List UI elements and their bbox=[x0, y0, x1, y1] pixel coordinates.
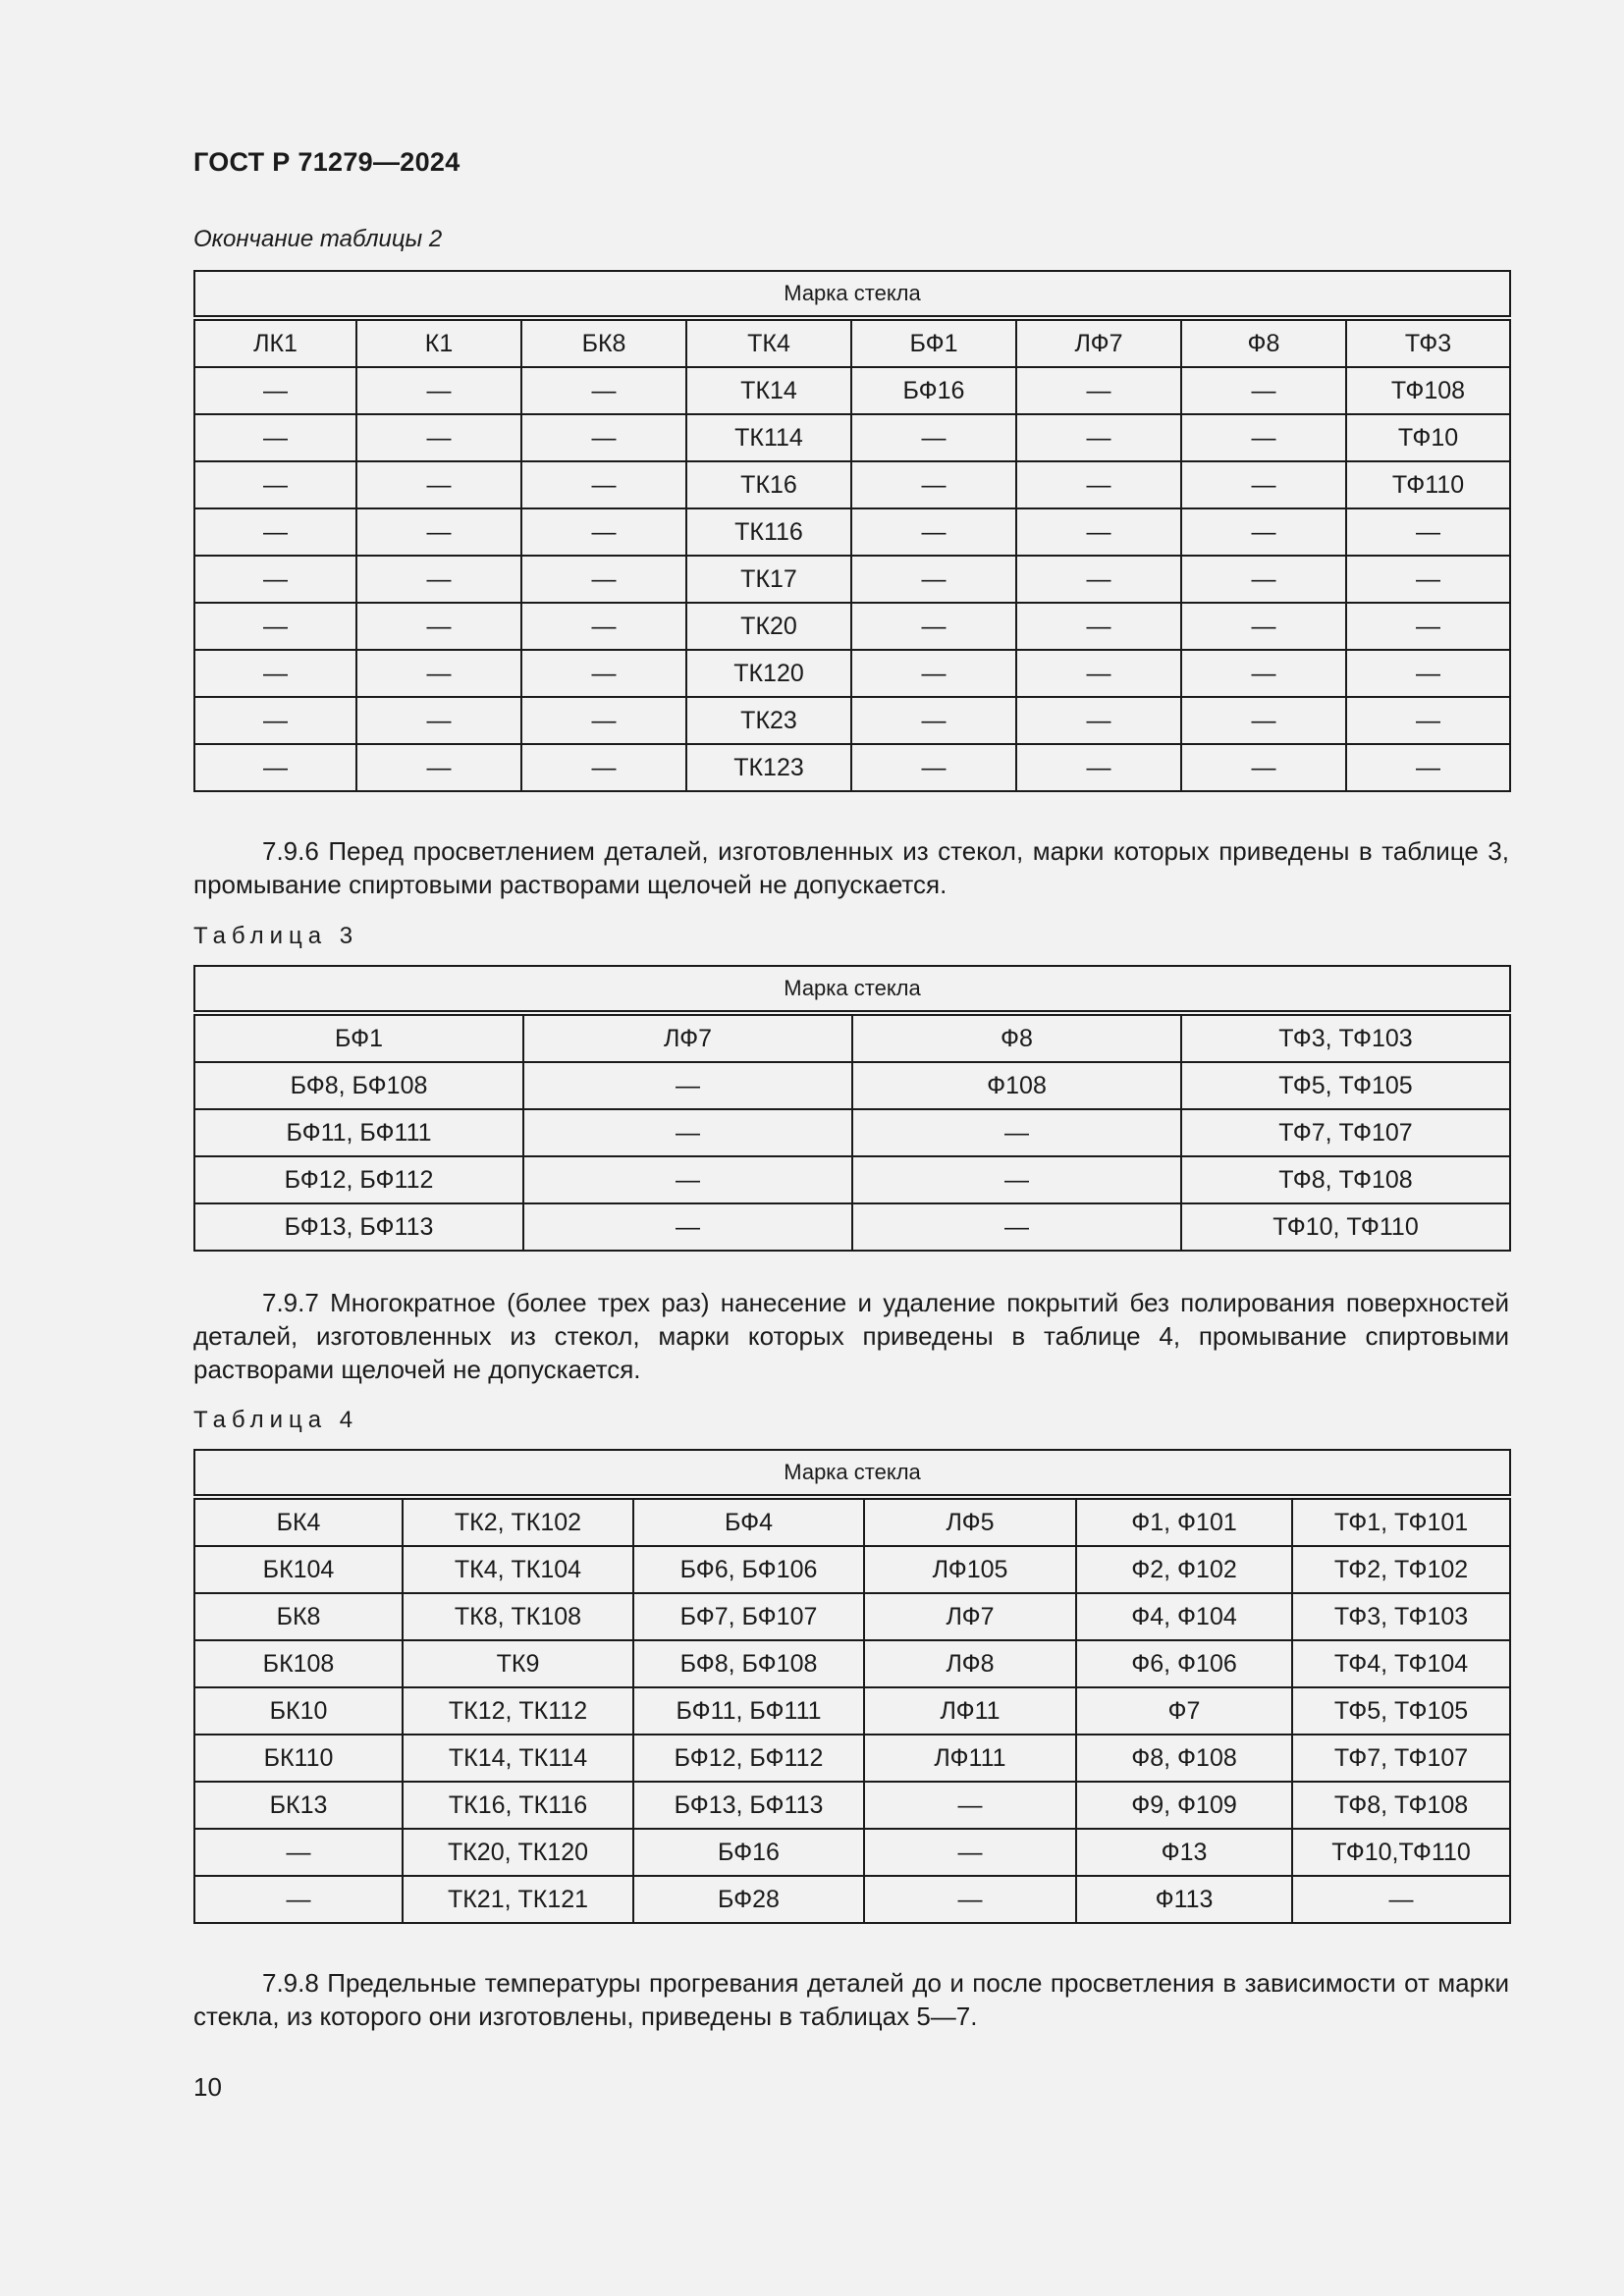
table-cell: — bbox=[1181, 603, 1346, 650]
table-cell: ТФ2, ТФ102 bbox=[1292, 1546, 1510, 1593]
table-cell: — bbox=[1016, 367, 1181, 414]
table-cell: ТФ4, ТФ104 bbox=[1292, 1640, 1510, 1687]
table-cell: — bbox=[1346, 697, 1510, 744]
table-cell: ТК16 bbox=[686, 461, 851, 508]
table-row bbox=[194, 1109, 1510, 1156]
column-header-cell: БФ4 bbox=[633, 1497, 864, 1546]
table-cell: — bbox=[1016, 650, 1181, 697]
column-header-cell: ТФ1, ТФ101 bbox=[1292, 1497, 1510, 1546]
table-cell: — bbox=[521, 556, 686, 603]
table-cell: — bbox=[194, 603, 356, 650]
column-header-row bbox=[194, 1497, 1510, 1546]
table-cell: ТФ8, ТФ108 bbox=[1181, 1156, 1510, 1203]
table-cell: Ф113 bbox=[1076, 1876, 1292, 1923]
table-cell: ТК20, ТК120 bbox=[403, 1829, 633, 1876]
column-header-row bbox=[194, 318, 1510, 367]
table-cell: — bbox=[1292, 1876, 1510, 1923]
table-row bbox=[194, 603, 1510, 650]
table-cell: ТК4, ТК104 bbox=[403, 1546, 633, 1593]
table-cell: ТК120 bbox=[686, 650, 851, 697]
group-header-row bbox=[194, 271, 1510, 318]
table-row bbox=[194, 1782, 1510, 1829]
column-header-cell: ЛФ7 bbox=[1016, 318, 1181, 367]
table-cell: ТФ10 bbox=[1346, 414, 1510, 461]
table-cell: — bbox=[851, 508, 1016, 556]
table-cell: — bbox=[521, 697, 686, 744]
table-cell: — bbox=[521, 461, 686, 508]
table-cell: — bbox=[1181, 650, 1346, 697]
table-cell: — bbox=[521, 508, 686, 556]
table-cell: ТФ5, ТФ105 bbox=[1292, 1687, 1510, 1735]
table-cell: — bbox=[864, 1876, 1076, 1923]
table-cell: — bbox=[356, 367, 521, 414]
table-cell: ТФ7, ТФ107 bbox=[1292, 1735, 1510, 1782]
table-cell: ТК20 bbox=[686, 603, 851, 650]
table-2 bbox=[193, 270, 1511, 792]
table-row bbox=[194, 1593, 1510, 1640]
table-cell: БФ12, БФ112 bbox=[194, 1156, 523, 1203]
group-header-cell: Марка стекла bbox=[194, 966, 1510, 1013]
table-cell: БФ16 bbox=[851, 367, 1016, 414]
table-cell: — bbox=[1346, 603, 1510, 650]
table-cell: ТК14, ТК114 bbox=[403, 1735, 633, 1782]
table-cell: ТК114 bbox=[686, 414, 851, 461]
table-cell: — bbox=[521, 367, 686, 414]
table-cell: — bbox=[194, 556, 356, 603]
table-row bbox=[194, 697, 1510, 744]
column-header-row bbox=[194, 1013, 1510, 1062]
table-cell: — bbox=[523, 1062, 852, 1109]
table-row bbox=[194, 1062, 1510, 1109]
table-cell: Ф6, Ф106 bbox=[1076, 1640, 1292, 1687]
table-cell: — bbox=[521, 414, 686, 461]
table-cell: Ф9, Ф109 bbox=[1076, 1782, 1292, 1829]
table-cell: ТК9 bbox=[403, 1640, 633, 1687]
table-cell: ТК123 bbox=[686, 744, 851, 791]
table-cell: — bbox=[356, 650, 521, 697]
table-cell: БФ6, БФ106 bbox=[633, 1546, 864, 1593]
table-row bbox=[194, 744, 1510, 791]
table-cell: БК10 bbox=[194, 1687, 403, 1735]
page-header: ГОСТ Р 71279—2024 bbox=[193, 147, 460, 177]
table-cell: — bbox=[194, 508, 356, 556]
table-cell: ТФ110 bbox=[1346, 461, 1510, 508]
table-cell: — bbox=[1016, 508, 1181, 556]
paragraph-7-9-7: 7.9.7 Многократное (более трех раз) нанесение и удаление покрытий без полирования поверхностей деталей, изготовленных из стекол, марки которых приведены в таблице 4, промывание спиртовыми растворами щелочей не допускается. bbox=[193, 1288, 1509, 1384]
table-cell: ЛФ8 bbox=[864, 1640, 1076, 1687]
column-header-cell: ЛФ7 bbox=[523, 1013, 852, 1062]
group-header-cell: Марка стекла bbox=[194, 1450, 1510, 1497]
table-row bbox=[194, 650, 1510, 697]
table-cell: — bbox=[194, 1876, 403, 1923]
table-cell: — bbox=[194, 697, 356, 744]
table-cell: — bbox=[1016, 556, 1181, 603]
table-cell: — bbox=[523, 1203, 852, 1251]
table-cell: ТФ108 bbox=[1346, 367, 1510, 414]
column-header-cell: ТФ3 bbox=[1346, 318, 1510, 367]
group-header-row bbox=[194, 966, 1510, 1013]
table-cell: ТК8, ТК108 bbox=[403, 1593, 633, 1640]
table-cell: ЛФ7 bbox=[864, 1593, 1076, 1640]
table-cell: БК110 bbox=[194, 1735, 403, 1782]
table-cell: — bbox=[194, 1829, 403, 1876]
table-row bbox=[194, 508, 1510, 556]
table-cell: Ф13 bbox=[1076, 1829, 1292, 1876]
table-row bbox=[194, 1876, 1510, 1923]
table-row bbox=[194, 367, 1510, 414]
table-row bbox=[194, 461, 1510, 508]
table-cell: — bbox=[356, 414, 521, 461]
table-cell: Ф7 bbox=[1076, 1687, 1292, 1735]
table-row bbox=[194, 1156, 1510, 1203]
table-cell: БК8 bbox=[194, 1593, 403, 1640]
table-4 bbox=[193, 1449, 1511, 1924]
table-cell: БК13 bbox=[194, 1782, 403, 1829]
table-cell: ТК16, ТК116 bbox=[403, 1782, 633, 1829]
table-cell: Ф2, Ф102 bbox=[1076, 1546, 1292, 1593]
table-cell: — bbox=[1016, 603, 1181, 650]
column-header-cell: БК4 bbox=[194, 1497, 403, 1546]
table-cell: Ф8, Ф108 bbox=[1076, 1735, 1292, 1782]
table-row bbox=[194, 414, 1510, 461]
column-header-cell: ЛК1 bbox=[194, 318, 356, 367]
table-cell: — bbox=[356, 556, 521, 603]
table-cell: — bbox=[356, 461, 521, 508]
table-cell: — bbox=[521, 603, 686, 650]
table-cell: — bbox=[1181, 744, 1346, 791]
table-cell: — bbox=[194, 744, 356, 791]
table4-caption: Таблица 4 bbox=[193, 1407, 359, 1433]
column-header-cell: БФ1 bbox=[194, 1013, 523, 1062]
table-cell: ТФ7, ТФ107 bbox=[1181, 1109, 1510, 1156]
table-row bbox=[194, 1687, 1510, 1735]
column-header-cell: К1 bbox=[356, 318, 521, 367]
column-header-cell: Ф1, Ф101 bbox=[1076, 1497, 1292, 1546]
column-header-cell: ЛФ5 bbox=[864, 1497, 1076, 1546]
table-cell: БФ13, БФ113 bbox=[194, 1203, 523, 1251]
table2-caption: Окончание таблицы 2 bbox=[193, 226, 443, 252]
table-cell: — bbox=[852, 1203, 1181, 1251]
table-cell: БФ8, БФ108 bbox=[633, 1640, 864, 1687]
table-cell: — bbox=[851, 414, 1016, 461]
table-row bbox=[194, 1546, 1510, 1593]
table-cell: ТФ8, ТФ108 bbox=[1292, 1782, 1510, 1829]
table-row bbox=[194, 1829, 1510, 1876]
group-header-row bbox=[194, 1450, 1510, 1497]
table-cell: — bbox=[851, 461, 1016, 508]
table-3 bbox=[193, 965, 1511, 1252]
group-header-cell: Марка стекла bbox=[194, 271, 1510, 318]
table-cell: — bbox=[1181, 367, 1346, 414]
table-cell: — bbox=[1016, 461, 1181, 508]
table-cell: Ф4, Ф104 bbox=[1076, 1593, 1292, 1640]
table-cell: — bbox=[1016, 697, 1181, 744]
table-cell: — bbox=[1181, 556, 1346, 603]
paragraph-7-9-8: 7.9.8 Предельные температуры прогревания деталей до и после просветления в зависимости от марки стекла, из которого они изготовлены, приведены в таблицах 5—7. bbox=[193, 1968, 1509, 2031]
table-row bbox=[194, 1735, 1510, 1782]
table-cell: БФ7, БФ107 bbox=[633, 1593, 864, 1640]
table-cell: — bbox=[194, 367, 356, 414]
table-cell: БФ11, БФ111 bbox=[194, 1109, 523, 1156]
table-cell: — bbox=[356, 508, 521, 556]
table-cell: ТК21, ТК121 bbox=[403, 1876, 633, 1923]
table-cell: — bbox=[852, 1156, 1181, 1203]
table-cell: ТК23 bbox=[686, 697, 851, 744]
column-header-cell: ТК4 bbox=[686, 318, 851, 367]
table-cell: БФ28 bbox=[633, 1876, 864, 1923]
table-cell: ТФ5, ТФ105 bbox=[1181, 1062, 1510, 1109]
table-row bbox=[194, 1640, 1510, 1687]
table-cell: ТК14 bbox=[686, 367, 851, 414]
table-cell: — bbox=[1181, 414, 1346, 461]
table-cell: — bbox=[864, 1829, 1076, 1876]
table-cell: ТК12, ТК112 bbox=[403, 1687, 633, 1735]
table-cell: ТК116 bbox=[686, 508, 851, 556]
table-cell: ТК17 bbox=[686, 556, 851, 603]
table-cell: — bbox=[1346, 744, 1510, 791]
table-row bbox=[194, 556, 1510, 603]
table-cell: — bbox=[521, 650, 686, 697]
table-cell: ЛФ11 bbox=[864, 1687, 1076, 1735]
table-cell: — bbox=[194, 414, 356, 461]
table-cell: — bbox=[1181, 697, 1346, 744]
table-cell: ТФ10, ТФ110 bbox=[1181, 1203, 1510, 1251]
table-cell: БФ8, БФ108 bbox=[194, 1062, 523, 1109]
column-header-cell: Ф8 bbox=[852, 1013, 1181, 1062]
table-cell: — bbox=[1016, 414, 1181, 461]
table-cell: ЛФ105 bbox=[864, 1546, 1076, 1593]
table-row bbox=[194, 1203, 1510, 1251]
table3-caption: Таблица 3 bbox=[193, 923, 359, 949]
table-cell: — bbox=[356, 697, 521, 744]
table-cell: БФ13, БФ113 bbox=[633, 1782, 864, 1829]
page-number: 10 bbox=[193, 2072, 222, 2102]
table-cell: — bbox=[523, 1109, 852, 1156]
table-cell: — bbox=[1181, 508, 1346, 556]
table-cell: ТФ3, ТФ103 bbox=[1292, 1593, 1510, 1640]
table-cell: — bbox=[1181, 461, 1346, 508]
table-cell: БФ12, БФ112 bbox=[633, 1735, 864, 1782]
column-header-cell: БК8 bbox=[521, 318, 686, 367]
table-cell: — bbox=[194, 461, 356, 508]
column-header-cell: ТФ3, ТФ103 bbox=[1181, 1013, 1510, 1062]
table-cell: — bbox=[852, 1109, 1181, 1156]
table-cell: БК108 bbox=[194, 1640, 403, 1687]
paragraph-7-9-6: 7.9.6 Перед просветлением деталей, изготовленных из стекол, марки которых приведены в таблице 3, промывание спиртовыми растворами щелочей не допускается. bbox=[193, 836, 1509, 899]
column-header-cell: БФ1 bbox=[851, 318, 1016, 367]
table-cell: — bbox=[851, 650, 1016, 697]
table-cell: ЛФ111 bbox=[864, 1735, 1076, 1782]
table-cell: — bbox=[864, 1782, 1076, 1829]
column-header-cell: Ф8 bbox=[1181, 318, 1346, 367]
table-cell: БК104 bbox=[194, 1546, 403, 1593]
column-header-cell: ТК2, ТК102 bbox=[403, 1497, 633, 1546]
table-cell: БФ16 bbox=[633, 1829, 864, 1876]
table-cell: — bbox=[851, 556, 1016, 603]
table-cell: Ф108 bbox=[852, 1062, 1181, 1109]
table-cell: — bbox=[523, 1156, 852, 1203]
table-cell: — bbox=[1346, 650, 1510, 697]
table-cell: БФ11, БФ111 bbox=[633, 1687, 864, 1735]
table-cell: — bbox=[851, 697, 1016, 744]
table-cell: — bbox=[851, 744, 1016, 791]
table-cell: — bbox=[851, 603, 1016, 650]
table-cell: ТФ10,ТФ110 bbox=[1292, 1829, 1510, 1876]
table-cell: — bbox=[1346, 556, 1510, 603]
table-cell: — bbox=[1346, 508, 1510, 556]
table-cell: — bbox=[521, 744, 686, 791]
table-cell: — bbox=[194, 650, 356, 697]
table-cell: — bbox=[1016, 744, 1181, 791]
table-cell: — bbox=[356, 603, 521, 650]
table-cell: — bbox=[356, 744, 521, 791]
